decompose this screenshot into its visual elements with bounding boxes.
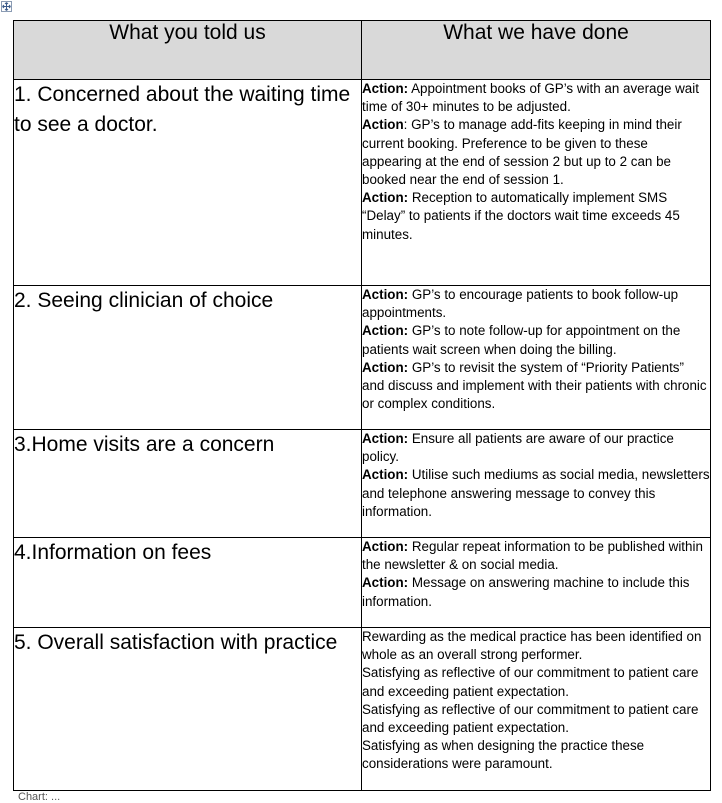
- header-what-you-told-us: What you told us: [14, 21, 362, 80]
- concern-cell: 1. Concerned about the waiting time to see a doctor.: [14, 80, 362, 286]
- action-item: [362, 80, 710, 116]
- table-row: [14, 628, 711, 791]
- action-label: Action:: [362, 431, 409, 446]
- table-move-handle-icon[interactable]: [1, 1, 12, 12]
- concern-cell: 3.Home visits are a concern: [14, 430, 362, 538]
- action-label: Action:: [362, 575, 409, 591]
- concern-cell: 4.Information on fees: [14, 538, 362, 628]
- action-text: : GP’s to manage add-fits keeping in mind their current booking. Preference to be given to these appearing at the end of session 2 but up to 2 can be booked near the end of session 1.: [362, 117, 682, 188]
- action-item: [362, 322, 710, 358]
- action-item: [362, 189, 710, 244]
- actions-cell: [362, 286, 711, 430]
- action-text: GP’s to revisit the system of “Priority Patients” and discuss and implement with their patients with chronic or complex conditions.: [362, 359, 707, 412]
- header-what-we-have-done: What we have done: [362, 21, 711, 80]
- action-text: Ensure all patients are aware of our practice policy.: [362, 431, 674, 465]
- action-text: GP’s to encourage patients to book follow-up appointments.: [362, 287, 679, 321]
- action-label: Action:: [362, 81, 409, 96]
- footer-fragment: Chart: ...: [18, 791, 61, 803]
- table-row: [14, 286, 711, 430]
- action-item: [362, 574, 710, 610]
- header-row: [14, 21, 711, 80]
- action-label: Action:: [362, 287, 409, 302]
- feedback-table: [13, 20, 711, 791]
- action-label: Action:: [362, 467, 409, 483]
- action-label: Action:: [362, 323, 409, 339]
- outcome-item: Rewarding as the medical practice has been identified on whole as an overall strong performer.: [362, 629, 702, 663]
- table-row: [14, 430, 711, 538]
- action-text: Appointment books of GP’s with an average wait time of 30+ minutes to be adjusted.: [362, 81, 699, 115]
- action-label: Action:: [362, 359, 409, 375]
- action-text: Reception to automatically implement SMS “Delay” to patients if the doctors wait time exceeds 45 minutes.: [362, 190, 680, 242]
- actions-cell: [362, 628, 711, 791]
- actions-cell: [362, 430, 711, 538]
- action-label: Action:: [362, 539, 409, 554]
- action-text: GP’s to note follow-up for appointment on the patients wait screen when doing the billing.: [362, 323, 681, 357]
- action-item: [362, 359, 710, 414]
- action-item: [362, 466, 710, 521]
- action-item: [362, 116, 710, 189]
- concern-cell: 2. Seeing clinician of choice: [14, 286, 362, 430]
- actions-cell: [362, 80, 711, 286]
- actions-cell: [362, 538, 711, 628]
- action-text: Regular repeat information to be published within the newsletter & on social media.: [362, 539, 703, 573]
- action-item: [362, 286, 710, 322]
- outcome-item: Satisfying as when designing the practice these considerations were paramount.: [362, 738, 645, 772]
- action-text: Message on answering machine to include this information.: [362, 575, 690, 609]
- action-text: Utilise such mediums as social media, newsletters and telephone answering message to convey this information.: [362, 467, 710, 519]
- action-label: Action:: [362, 190, 409, 206]
- action-label: Action: [362, 117, 404, 133]
- concern-cell: 5. Overall satisfaction with practice: [14, 628, 362, 791]
- table-row: [14, 538, 711, 628]
- action-item: [362, 430, 710, 466]
- outcome-item: Satisfying as reflective of our commitment to patient care and exceeding patient expectation.: [362, 701, 699, 736]
- action-item: [362, 538, 710, 574]
- table-row: [14, 80, 711, 286]
- outcome-item: Satisfying as reflective of our commitment to patient care and exceeding patient expectation.: [362, 665, 699, 699]
